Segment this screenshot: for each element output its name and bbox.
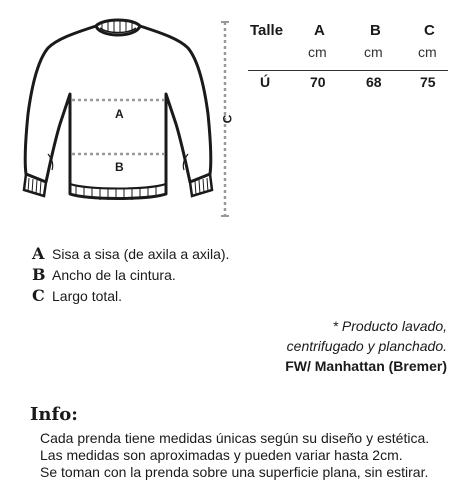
unit-c: cm [418, 44, 437, 60]
info-line-2: Las medidas son aproximadas y pueden variar hasta 2cm. [40, 447, 403, 463]
label-a: A [115, 107, 124, 121]
header-c: C [424, 22, 435, 39]
legend-item-c [32, 286, 122, 305]
legend-letter: A [32, 244, 45, 263]
header-b: B [370, 22, 381, 39]
legend-text: Ancho de la cintura. [52, 267, 176, 283]
legend-text: Largo total. [52, 288, 123, 304]
table-divider [248, 70, 448, 71]
row-value-a: 70 [310, 74, 326, 90]
info-line-1: Cada prenda tiene medidas únicas según su diseño y estética. [40, 430, 430, 446]
info-title: Info: [30, 404, 78, 425]
sweater-diagram [18, 14, 218, 214]
measurement-line-c [220, 20, 236, 220]
row-value-b: 68 [366, 74, 382, 90]
legend-text: Sisa a sisa (de axila a axila). [52, 246, 230, 262]
note-spin-iron: centrifugado y planchado. [286, 338, 447, 354]
label-b: B [115, 160, 124, 174]
row-value-c: 75 [420, 74, 436, 90]
legend-letter: B [32, 265, 46, 284]
row-talle: Ú [260, 74, 271, 90]
legend-letter: C [32, 286, 45, 305]
header-talle: Talle [250, 22, 284, 39]
label-c: C [220, 114, 235, 124]
note-washed: * Producto lavado, [332, 318, 447, 334]
unit-b: cm [364, 44, 383, 60]
header-a: A [314, 22, 325, 39]
legend-item-b [32, 265, 176, 284]
note-brand: FW/ Manhattan (Bremer) [285, 358, 447, 374]
unit-a: cm [308, 44, 327, 60]
info-line-3: Se toman con la prenda sobre una superficie plana, sin estirar. [40, 464, 429, 480]
legend-item-a [32, 244, 229, 263]
